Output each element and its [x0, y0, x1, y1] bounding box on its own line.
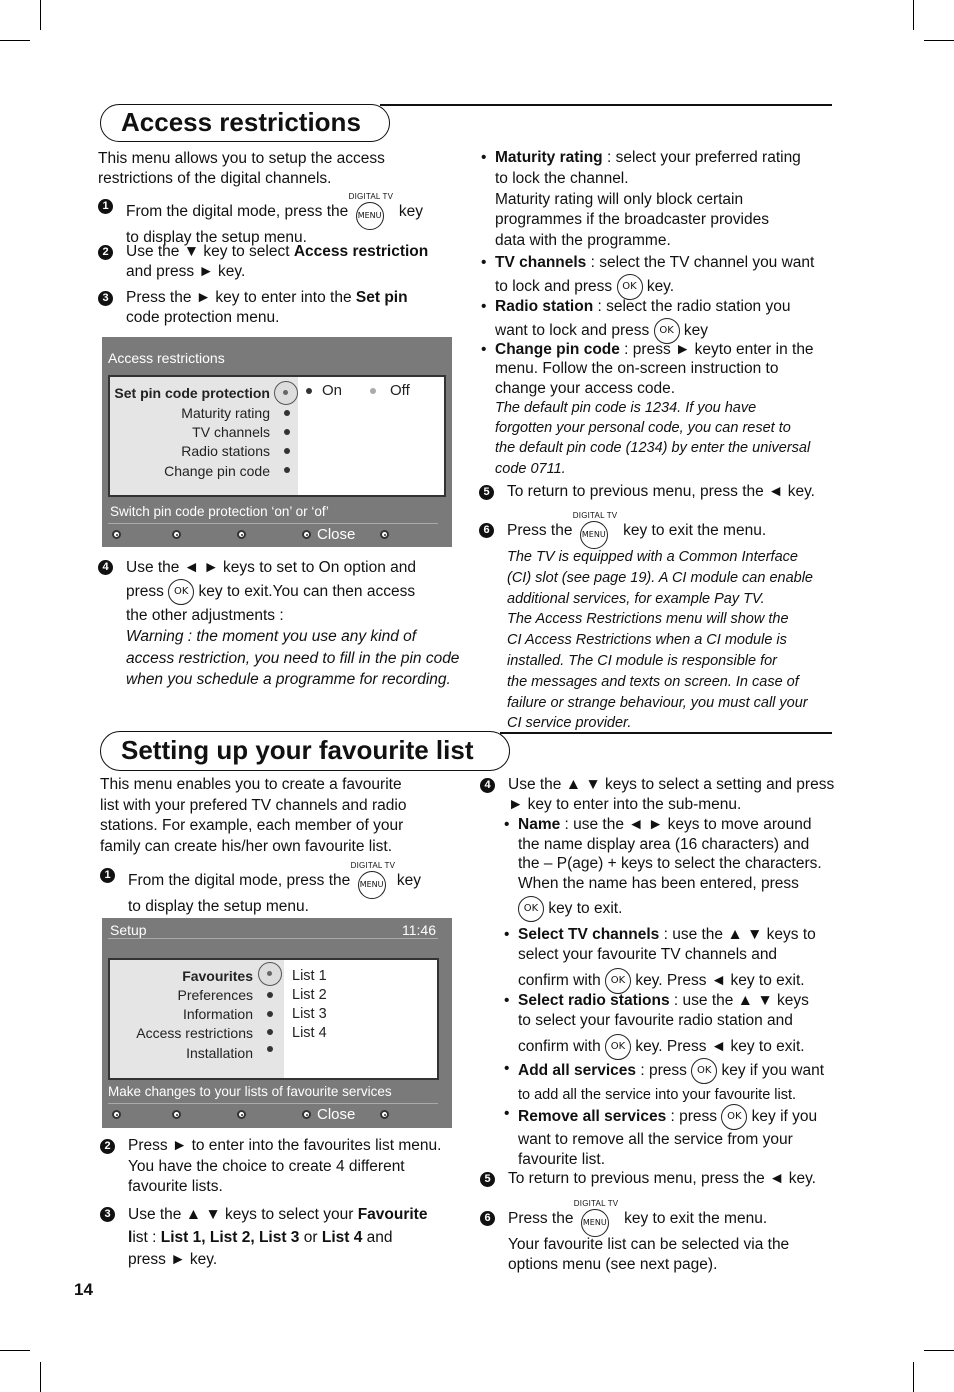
crop-mark — [40, 1362, 41, 1392]
bullet-add-all: • Add all services : press OK key if you want to add all the service into your favourite list. — [502, 1058, 858, 1106]
step-6: 6 Press the DIGITAL TV MENU key to exit the menu. Your favourite list can be selected via the options menu (see next page). — [480, 1203, 878, 1275]
close-button[interactable]: Close — [317, 1106, 356, 1123]
bullet-maturity: • Maturity rating : select your preferred rating to lock the channel. Maturity rating will only block certain programmes if the broadcaster provides data with the programme. — [479, 148, 855, 252]
ok-key-icon: OK — [605, 968, 631, 994]
step-5: 5 To return to previous menu, press the ◄ key. — [479, 482, 877, 502]
crop-mark — [924, 1350, 954, 1351]
crop-mark — [40, 0, 41, 30]
step-3: 3 Press the ► key to enter into the Set pin code protection menu. — [98, 288, 486, 328]
menu-key-icon: DIGITAL TV MENU — [577, 515, 611, 547]
menu-panel — [108, 958, 439, 1080]
menu-key-icon: DIGITAL TV MENU — [578, 1203, 612, 1235]
ok-key-icon: OK — [654, 318, 680, 344]
bullet-radio: • Radio station : select the radio station you want to lock and press OK key — [479, 296, 855, 344]
ok-key-icon: OK — [617, 274, 643, 300]
menu-item-access[interactable]: Access restrictions — [136, 1025, 253, 1041]
step-6: 6 Press the DIGITAL TV MENU key to exit the menu. The TV is equipped with a Common Interface (CI) slot (see page 19). A CI module can enable additional services, for example Pay TV. The Access Restrictions menu will show the CI Access Restrictions when a CI module is installed. The CI module is responsible for the messages and texts on screen. In case of failure or strange behaviour, you must call your CI service provider. — [479, 515, 877, 734]
close-button[interactable]: Close — [317, 526, 356, 543]
bullet-tv-channels: • TV channels : select the TV channel you want to lock and press OK key. — [479, 252, 855, 300]
radio-on-icon — [306, 388, 312, 394]
page-number: 14 — [74, 1280, 93, 1299]
menu-item-change-pin[interactable]: Change pin code — [164, 463, 270, 479]
menu-key-icon: DIGITAL TV MENU — [355, 865, 389, 897]
bullet-select-radio: • Select radio stations : use the ▲ ▼ keys to select your favourite radio station and confirm with OK key. Press ◄ key to exit. — [502, 991, 858, 1060]
tv-screen-setup — [102, 918, 452, 1128]
header-rule — [500, 732, 832, 734]
section-title: Setting up your favourite list — [121, 735, 474, 765]
ok-key-icon: OK — [518, 896, 544, 922]
bullet-name: • Name : use the ◄ ► keys to move around the name display area (16 characters) and the – P(age) + keys to select the characters. When the name has been entered, press OK key to exit. — [502, 815, 858, 922]
intro-text: This menu allows you to setup the access restrictions of the digital channels. — [98, 150, 385, 187]
ok-key-icon: OK — [168, 579, 194, 605]
crop-mark — [913, 1362, 914, 1392]
menu-item-maturity[interactable]: Maturity rating — [181, 405, 270, 421]
navigation-icon — [258, 962, 282, 986]
crop-mark — [924, 40, 954, 41]
step-2: 2 Use the ▼ key to select Access restriction and press ► key. — [98, 242, 486, 282]
step-1: 1 From the digital mode, press the DIGITAL TV MENU key to display the setup menu. — [100, 865, 478, 917]
bullet-select-tv: • Select TV channels : use the ▲ ▼ keys to select your favourite TV channels and confirm with OK key. Press ◄ key to exit. — [502, 925, 858, 994]
crop-mark — [0, 40, 30, 41]
radio-off-icon — [370, 388, 376, 394]
tv-screen-access — [102, 337, 452, 547]
step-4: 4 Use the ▲ ▼ keys to select a setting and press ► key to enter into the sub-menu. — [480, 775, 878, 815]
menu-panel — [108, 375, 446, 497]
navigation-icon — [274, 381, 298, 405]
menu-item-information[interactable]: Information — [182, 1006, 253, 1022]
step-3: 3 Use the ▲ ▼ keys to select your Favourite list : List 1, List 2, List 3 or List 4 and press ► key. — [100, 1204, 498, 1272]
list-item[interactable]: List 3 — [292, 1006, 327, 1022]
screen-help: Switch pin code protection ‘on’ or ‘of’ — [110, 504, 329, 519]
menu-item-installation[interactable]: Installation — [186, 1045, 253, 1061]
menu-item-tv-channels[interactable]: TV channels — [192, 424, 270, 440]
step-5: 5 To return to previous menu, press the ◄ key. — [480, 1169, 878, 1189]
bullet-remove-all: • Remove all services : press OK key if you want to remove all the service from your favourite list. — [502, 1104, 858, 1169]
option-on[interactable]: On — [322, 382, 343, 399]
crop-mark — [0, 1350, 30, 1351]
screen-title: Access restrictions — [108, 350, 225, 366]
list-item[interactable]: List 2 — [292, 987, 327, 1003]
ok-key-icon: OK — [605, 1034, 631, 1060]
menu-item-set-pin[interactable]: Set pin code protection — [114, 385, 270, 401]
bullet-change-pin: • Change pin code : press ► keyto enter in the menu. Follow the on-screen instruction to change your access code. The default pin code is 1234. If you have forgotten your personal code, you can reset to the default pin code (1234) by enter the universal code 0711. — [479, 340, 855, 479]
menu-key-icon: DIGITAL TV MENU — [353, 196, 387, 228]
section-header — [100, 104, 390, 142]
menu-item-radio[interactable]: Radio stations — [181, 443, 270, 459]
screen-help: Make changes to your lists of favourite services — [108, 1084, 392, 1099]
crop-mark — [913, 0, 914, 30]
step-2: 2 Press ► to enter into the favourites list menu. You have the choice to create 4 different favourite lists. — [100, 1136, 498, 1198]
step-4: 4 Use the ◄ ► keys to set to On option and press OK key to exit.You can then access the other adjustments : Warning : the moment you use any kind of access restriction, you need to fill in the pin code when you schedule a programme for recording. — [98, 557, 486, 691]
ok-key-icon: OK — [691, 1058, 717, 1084]
list-item[interactable]: List 4 — [292, 1025, 327, 1041]
option-off[interactable]: Off — [390, 382, 410, 399]
intro-text: This menu enables you to create a favourite list with your prefered TV channels and radio stations. For example, each member of your family can create his/her own favourite list. — [100, 776, 407, 855]
section-header — [100, 731, 510, 771]
step-1: 1 From the digital mode, press the DIGITAL TV MENU key to display the setup menu. — [98, 196, 476, 248]
header-rule — [380, 104, 832, 106]
screen-title: Setup — [110, 922, 147, 938]
screen-time: 11:46 — [402, 922, 436, 938]
ok-key-icon: OK — [721, 1104, 747, 1130]
list-item[interactable]: List 1 — [292, 968, 327, 984]
menu-item-favourites[interactable]: Favourites — [182, 968, 253, 984]
section-title: Access restrictions — [121, 107, 361, 137]
menu-item-preferences[interactable]: Preferences — [177, 987, 253, 1003]
